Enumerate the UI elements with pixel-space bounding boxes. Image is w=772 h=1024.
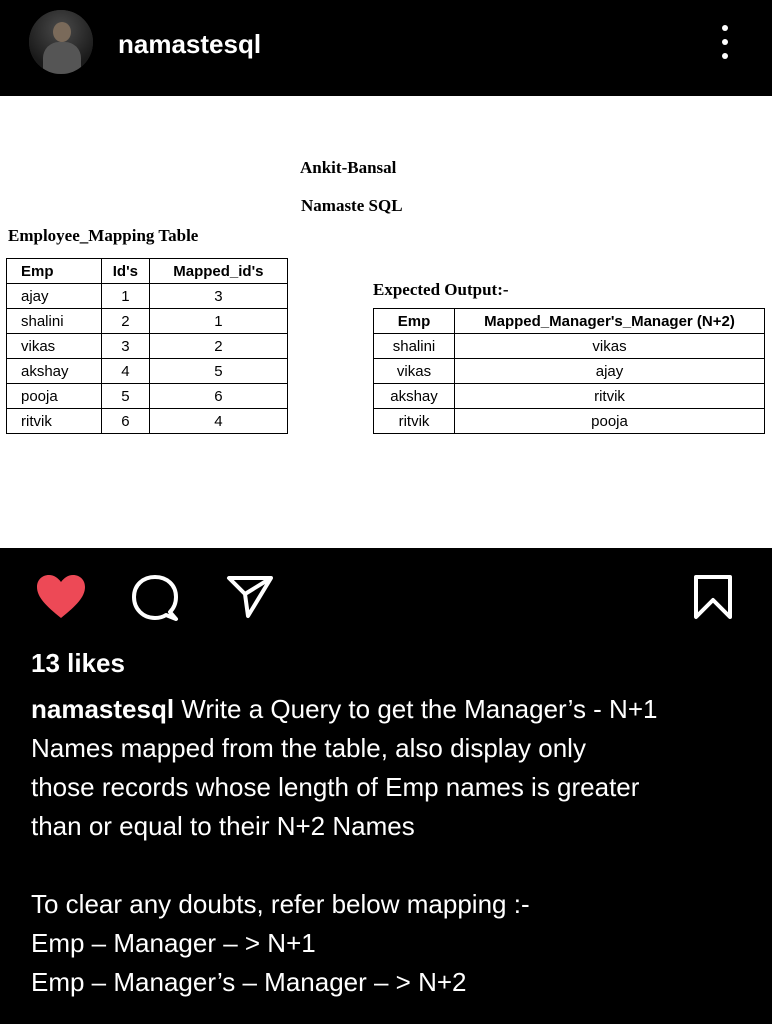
post-image <box>0 96 772 548</box>
table-cell: 3 <box>102 334 150 359</box>
employee-table-caption: Employee_Mapping Table <box>8 226 199 245</box>
table-cell: vikas <box>455 334 765 359</box>
expected-output-caption: Expected Output:- <box>373 280 509 299</box>
table-cell: pooja <box>7 384 102 409</box>
table-cell: vikas <box>7 334 102 359</box>
table-header-row <box>374 309 765 334</box>
table-row <box>7 409 288 434</box>
caption-text: than or equal to their N+2 Names <box>31 811 415 841</box>
table-header-row <box>7 259 288 284</box>
caption-text: Write a Query to get the Manager’s - N+1 <box>174 694 658 724</box>
more-options-icon[interactable] <box>715 22 735 62</box>
employee-mapping-table <box>6 258 288 434</box>
table-cell: 1 <box>149 309 287 334</box>
table-row <box>374 409 765 434</box>
caption-spacer <box>31 846 751 885</box>
post-caption <box>31 690 751 1002</box>
table-cell: 6 <box>102 409 150 434</box>
caption-text: those records whose length of Emp names is greater <box>31 772 640 802</box>
like-heart-icon[interactable] <box>36 574 86 625</box>
table-cell: vikas <box>374 359 455 384</box>
table-cell: 6 <box>149 384 287 409</box>
table-header-cell: Mapped_id's <box>149 259 287 284</box>
table-cell: ritvik <box>374 409 455 434</box>
table-cell: shalini <box>7 309 102 334</box>
table-cell: 4 <box>149 409 287 434</box>
table-row <box>7 309 288 334</box>
table-header-cell: Emp <box>7 259 102 284</box>
image-subtitle: Namaste SQL <box>301 196 403 215</box>
table-cell: akshay <box>7 359 102 384</box>
table-cell: 5 <box>149 359 287 384</box>
likes-count[interactable]: 13 likes <box>31 648 125 678</box>
table-row <box>374 384 765 409</box>
expected-output-table <box>373 308 765 434</box>
table-cell: ajay <box>455 359 765 384</box>
avatar[interactable] <box>29 10 93 74</box>
table-header-cell: Mapped_Manager's_Manager (N+2) <box>455 309 765 334</box>
table-cell: 4 <box>102 359 150 384</box>
table-row <box>7 359 288 384</box>
caption-username[interactable]: namastesql <box>31 694 175 724</box>
table-cell: 2 <box>102 309 150 334</box>
table-cell: ritvik <box>7 409 102 434</box>
table-cell: 2 <box>149 334 287 359</box>
image-title: Ankit-Bansal <box>300 158 397 177</box>
post-header <box>0 0 772 96</box>
table-row <box>7 334 288 359</box>
share-icon[interactable] <box>226 574 274 625</box>
table-header-cell: Emp <box>374 309 455 334</box>
table-cell: pooja <box>455 409 765 434</box>
table-cell: akshay <box>374 384 455 409</box>
table-cell: 5 <box>102 384 150 409</box>
save-bookmark-icon[interactable] <box>693 574 733 625</box>
post-username[interactable]: namastesql <box>118 29 262 59</box>
table-cell: ritvik <box>455 384 765 409</box>
table-row <box>7 284 288 309</box>
table-cell: 1 <box>102 284 150 309</box>
caption-text: To clear any doubts, refer below mapping :- <box>31 889 530 919</box>
table-row <box>374 359 765 384</box>
caption-text: Emp – Manager’s – Manager – > N+2 <box>31 967 467 997</box>
caption-text: Names mapped from the table, also display only <box>31 733 586 763</box>
caption-text: Emp – Manager – > N+1 <box>31 928 316 958</box>
table-cell: ajay <box>7 284 102 309</box>
table-cell: shalini <box>374 334 455 359</box>
table-row <box>374 334 765 359</box>
table-row <box>7 384 288 409</box>
comment-icon[interactable] <box>130 574 180 627</box>
table-cell: 3 <box>149 284 287 309</box>
table-header-cell: Id's <box>102 259 150 284</box>
